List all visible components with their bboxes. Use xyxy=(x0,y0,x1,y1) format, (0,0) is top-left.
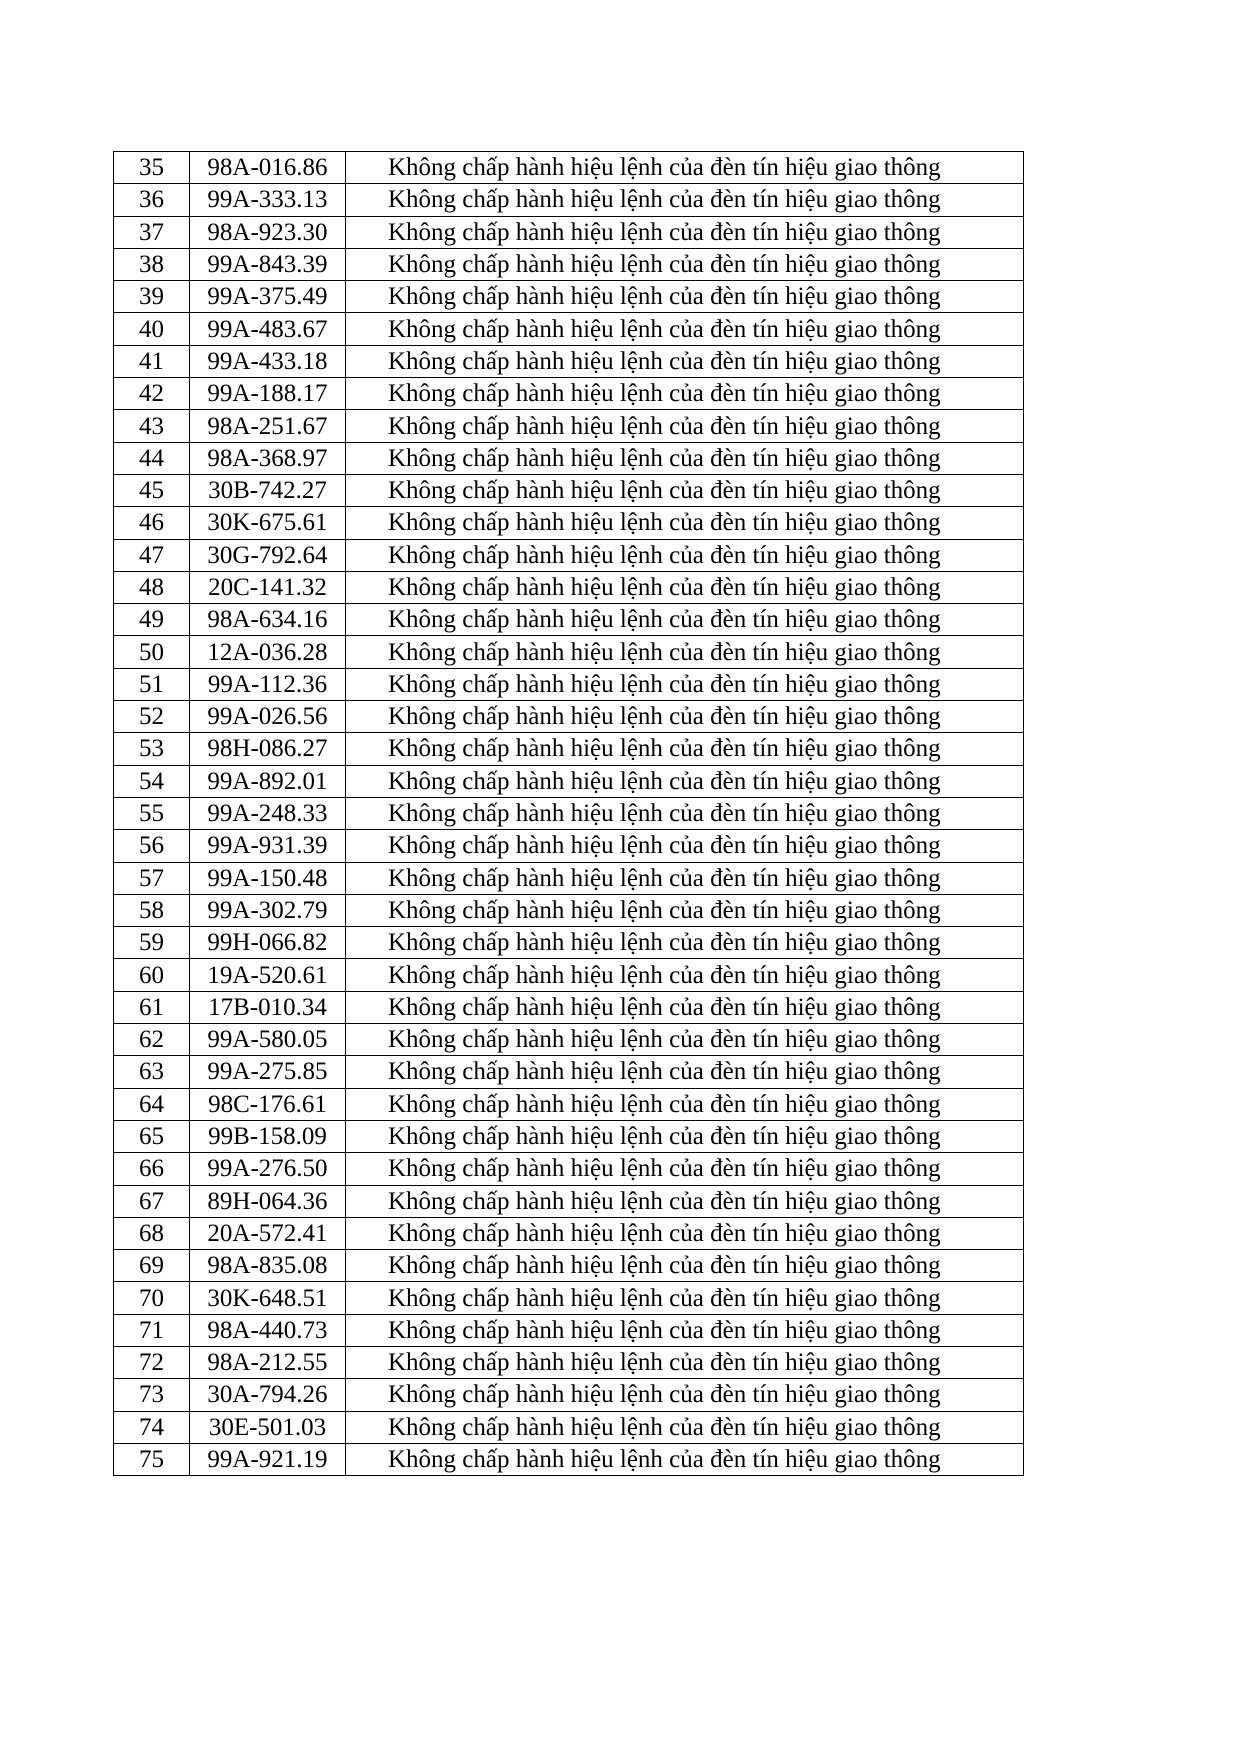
violations-table xyxy=(113,151,1024,1476)
license-plate-cell: 98A-923.30 xyxy=(190,216,346,248)
license-plate-cell: 99A-248.33 xyxy=(190,797,346,829)
table-row xyxy=(114,733,1024,765)
row-number-cell: 40 xyxy=(114,313,190,345)
license-plate-cell: 99A-275.85 xyxy=(190,1056,346,1088)
table-row xyxy=(114,668,1024,700)
violation-cell: Không chấp hành hiệu lệnh của đèn tín hiệu giao thông xyxy=(346,959,1024,991)
table-row xyxy=(114,959,1024,991)
row-number-cell: 63 xyxy=(114,1056,190,1088)
table-row xyxy=(114,281,1024,313)
table-row xyxy=(114,1024,1024,1056)
row-number-cell: 67 xyxy=(114,1185,190,1217)
license-plate-cell: 99A-580.05 xyxy=(190,1024,346,1056)
violation-cell: Không chấp hành hiệu lệnh của đèn tín hiệu giao thông xyxy=(346,410,1024,442)
row-number-cell: 35 xyxy=(114,152,190,184)
license-plate-cell: 30K-675.61 xyxy=(190,507,346,539)
license-plate-cell: 30E-501.03 xyxy=(190,1411,346,1443)
row-number-cell: 36 xyxy=(114,184,190,216)
table-row xyxy=(114,1088,1024,1120)
row-number-cell: 57 xyxy=(114,862,190,894)
violation-cell: Không chấp hành hiệu lệnh của đèn tín hiệu giao thông xyxy=(346,991,1024,1023)
row-number-cell: 46 xyxy=(114,507,190,539)
row-number-cell: 73 xyxy=(114,1379,190,1411)
violation-cell: Không chấp hành hiệu lệnh của đèn tín hiệu giao thông xyxy=(346,184,1024,216)
table-row xyxy=(114,1185,1024,1217)
violation-cell: Không chấp hành hiệu lệnh của đèn tín hiệu giao thông xyxy=(346,894,1024,926)
row-number-cell: 45 xyxy=(114,474,190,506)
license-plate-cell: 98A-440.73 xyxy=(190,1314,346,1346)
violation-cell: Không chấp hành hiệu lệnh của đèn tín hiệu giao thông xyxy=(346,1282,1024,1314)
row-number-cell: 71 xyxy=(114,1314,190,1346)
table-row xyxy=(114,1153,1024,1185)
row-number-cell: 62 xyxy=(114,1024,190,1056)
row-number-cell: 66 xyxy=(114,1153,190,1185)
license-plate-cell: 99A-483.67 xyxy=(190,313,346,345)
license-plate-cell: 99A-026.56 xyxy=(190,701,346,733)
violation-cell: Không chấp hành hiệu lệnh của đèn tín hiệu giao thông xyxy=(346,1153,1024,1185)
row-number-cell: 61 xyxy=(114,991,190,1023)
table-row xyxy=(114,539,1024,571)
table-row xyxy=(114,1217,1024,1249)
row-number-cell: 43 xyxy=(114,410,190,442)
license-plate-cell: 99A-892.01 xyxy=(190,765,346,797)
violation-cell: Không chấp hành hiệu lệnh của đèn tín hiệu giao thông xyxy=(346,1088,1024,1120)
row-number-cell: 60 xyxy=(114,959,190,991)
violation-cell: Không chấp hành hiệu lệnh của đèn tín hiệu giao thông xyxy=(346,1217,1024,1249)
violation-cell: Không chấp hành hiệu lệnh của đèn tín hiệu giao thông xyxy=(346,378,1024,410)
table-row xyxy=(114,1411,1024,1443)
violation-cell: Không chấp hành hiệu lệnh của đèn tín hiệu giao thông xyxy=(346,571,1024,603)
table-row xyxy=(114,1120,1024,1152)
table-row xyxy=(114,797,1024,829)
license-plate-cell: 20A-572.41 xyxy=(190,1217,346,1249)
license-plate-cell: 19A-520.61 xyxy=(190,959,346,991)
license-plate-cell: 98C-176.61 xyxy=(190,1088,346,1120)
license-plate-cell: 30B-742.27 xyxy=(190,474,346,506)
table-row xyxy=(114,765,1024,797)
license-plate-cell: 98A-251.67 xyxy=(190,410,346,442)
license-plate-cell: 20C-141.32 xyxy=(190,571,346,603)
table-row xyxy=(114,1250,1024,1282)
row-number-cell: 41 xyxy=(114,345,190,377)
license-plate-cell: 99A-433.18 xyxy=(190,345,346,377)
violation-cell: Không chấp hành hiệu lệnh của đèn tín hiệu giao thông xyxy=(346,701,1024,733)
violation-cell: Không chấp hành hiệu lệnh của đèn tín hiệu giao thông xyxy=(346,668,1024,700)
violation-cell: Không chấp hành hiệu lệnh của đèn tín hiệu giao thông xyxy=(346,636,1024,668)
table-row xyxy=(114,604,1024,636)
license-plate-cell: 98A-212.55 xyxy=(190,1346,346,1378)
row-number-cell: 64 xyxy=(114,1088,190,1120)
violation-cell: Không chấp hành hiệu lệnh của đèn tín hiệu giao thông xyxy=(346,1120,1024,1152)
license-plate-cell: 99A-921.19 xyxy=(190,1443,346,1475)
violation-cell: Không chấp hành hiệu lệnh của đèn tín hiệu giao thông xyxy=(346,733,1024,765)
table-row xyxy=(114,410,1024,442)
violation-cell: Không chấp hành hiệu lệnh của đèn tín hiệu giao thông xyxy=(346,765,1024,797)
table-row xyxy=(114,345,1024,377)
row-number-cell: 51 xyxy=(114,668,190,700)
row-number-cell: 49 xyxy=(114,604,190,636)
table-row xyxy=(114,248,1024,280)
row-number-cell: 38 xyxy=(114,248,190,280)
license-plate-cell: 98A-634.16 xyxy=(190,604,346,636)
row-number-cell: 39 xyxy=(114,281,190,313)
row-number-cell: 74 xyxy=(114,1411,190,1443)
violation-cell: Không chấp hành hiệu lệnh của đèn tín hiệu giao thông xyxy=(346,442,1024,474)
row-number-cell: 75 xyxy=(114,1443,190,1475)
table-row xyxy=(114,1379,1024,1411)
violation-cell: Không chấp hành hiệu lệnh của đèn tín hiệu giao thông xyxy=(346,313,1024,345)
license-plate-cell: 99A-188.17 xyxy=(190,378,346,410)
license-plate-cell: 12A-036.28 xyxy=(190,636,346,668)
table-row xyxy=(114,184,1024,216)
table-body xyxy=(114,152,1024,1476)
license-plate-cell: 99A-843.39 xyxy=(190,248,346,280)
table-row xyxy=(114,1443,1024,1475)
violation-cell: Không chấp hành hiệu lệnh của đèn tín hiệu giao thông xyxy=(346,345,1024,377)
license-plate-cell: 99A-276.50 xyxy=(190,1153,346,1185)
license-plate-cell: 99A-112.36 xyxy=(190,668,346,700)
violation-cell: Không chấp hành hiệu lệnh của đèn tín hiệu giao thông xyxy=(346,507,1024,539)
row-number-cell: 52 xyxy=(114,701,190,733)
table-row xyxy=(114,313,1024,345)
license-plate-cell: 30A-794.26 xyxy=(190,1379,346,1411)
violation-cell: Không chấp hành hiệu lệnh của đèn tín hiệu giao thông xyxy=(346,862,1024,894)
violation-cell: Không chấp hành hiệu lệnh của đèn tín hiệu giao thông xyxy=(346,797,1024,829)
violation-cell: Không chấp hành hiệu lệnh của đèn tín hiệu giao thông xyxy=(346,1314,1024,1346)
license-plate-cell: 17B-010.34 xyxy=(190,991,346,1023)
row-number-cell: 59 xyxy=(114,927,190,959)
row-number-cell: 55 xyxy=(114,797,190,829)
license-plate-cell: 98A-016.86 xyxy=(190,152,346,184)
table-row xyxy=(114,636,1024,668)
row-number-cell: 44 xyxy=(114,442,190,474)
table-row xyxy=(114,1314,1024,1346)
license-plate-cell: 99A-375.49 xyxy=(190,281,346,313)
license-plate-cell: 99A-333.13 xyxy=(190,184,346,216)
violation-cell: Không chấp hành hiệu lệnh của đèn tín hiệu giao thông xyxy=(346,1250,1024,1282)
table-row xyxy=(114,378,1024,410)
row-number-cell: 48 xyxy=(114,571,190,603)
violation-cell: Không chấp hành hiệu lệnh của đèn tín hiệu giao thông xyxy=(346,1024,1024,1056)
table-row xyxy=(114,507,1024,539)
row-number-cell: 53 xyxy=(114,733,190,765)
table-row xyxy=(114,152,1024,184)
row-number-cell: 54 xyxy=(114,765,190,797)
row-number-cell: 70 xyxy=(114,1282,190,1314)
row-number-cell: 68 xyxy=(114,1217,190,1249)
row-number-cell: 47 xyxy=(114,539,190,571)
table-row xyxy=(114,927,1024,959)
table-row xyxy=(114,1346,1024,1378)
table-row xyxy=(114,1282,1024,1314)
table-row xyxy=(114,474,1024,506)
table-row xyxy=(114,701,1024,733)
table-row xyxy=(114,894,1024,926)
license-plate-cell: 99H-066.82 xyxy=(190,927,346,959)
violation-cell: Không chấp hành hiệu lệnh của đèn tín hiệu giao thông xyxy=(346,539,1024,571)
violation-cell: Không chấp hành hiệu lệnh của đèn tín hiệu giao thông xyxy=(346,604,1024,636)
violation-cell: Không chấp hành hiệu lệnh của đèn tín hiệu giao thông xyxy=(346,248,1024,280)
row-number-cell: 69 xyxy=(114,1250,190,1282)
table-row xyxy=(114,862,1024,894)
license-plate-cell: 99A-302.79 xyxy=(190,894,346,926)
violation-cell: Không chấp hành hiệu lệnh của đèn tín hiệu giao thông xyxy=(346,927,1024,959)
table-row xyxy=(114,571,1024,603)
row-number-cell: 65 xyxy=(114,1120,190,1152)
license-plate-cell: 89H-064.36 xyxy=(190,1185,346,1217)
table-row xyxy=(114,1056,1024,1088)
license-plate-cell: 99A-931.39 xyxy=(190,830,346,862)
license-plate-cell: 30G-792.64 xyxy=(190,539,346,571)
row-number-cell: 56 xyxy=(114,830,190,862)
license-plate-cell: 30K-648.51 xyxy=(190,1282,346,1314)
row-number-cell: 58 xyxy=(114,894,190,926)
row-number-cell: 37 xyxy=(114,216,190,248)
violation-cell: Không chấp hành hiệu lệnh của đèn tín hiệu giao thông xyxy=(346,1379,1024,1411)
violation-cell: Không chấp hành hiệu lệnh của đèn tín hiệu giao thông xyxy=(346,152,1024,184)
table-row xyxy=(114,991,1024,1023)
violation-cell: Không chấp hành hiệu lệnh của đèn tín hiệu giao thông xyxy=(346,1185,1024,1217)
license-plate-cell: 99B-158.09 xyxy=(190,1120,346,1152)
row-number-cell: 50 xyxy=(114,636,190,668)
violation-cell: Không chấp hành hiệu lệnh của đèn tín hiệu giao thông xyxy=(346,1056,1024,1088)
table-row xyxy=(114,216,1024,248)
violation-cell: Không chấp hành hiệu lệnh của đèn tín hiệu giao thông xyxy=(346,1443,1024,1475)
table-row xyxy=(114,442,1024,474)
license-plate-cell: 99A-150.48 xyxy=(190,862,346,894)
violation-cell: Không chấp hành hiệu lệnh của đèn tín hiệu giao thông xyxy=(346,1411,1024,1443)
violation-cell: Không chấp hành hiệu lệnh của đèn tín hiệu giao thông xyxy=(346,474,1024,506)
table-row xyxy=(114,830,1024,862)
row-number-cell: 72 xyxy=(114,1346,190,1378)
license-plate-cell: 98H-086.27 xyxy=(190,733,346,765)
violation-cell: Không chấp hành hiệu lệnh của đèn tín hiệu giao thông xyxy=(346,281,1024,313)
violation-cell: Không chấp hành hiệu lệnh của đèn tín hiệu giao thông xyxy=(346,1346,1024,1378)
violation-cell: Không chấp hành hiệu lệnh của đèn tín hiệu giao thông xyxy=(346,830,1024,862)
license-plate-cell: 98A-368.97 xyxy=(190,442,346,474)
violation-cell: Không chấp hành hiệu lệnh của đèn tín hiệu giao thông xyxy=(346,216,1024,248)
row-number-cell: 42 xyxy=(114,378,190,410)
license-plate-cell: 98A-835.08 xyxy=(190,1250,346,1282)
